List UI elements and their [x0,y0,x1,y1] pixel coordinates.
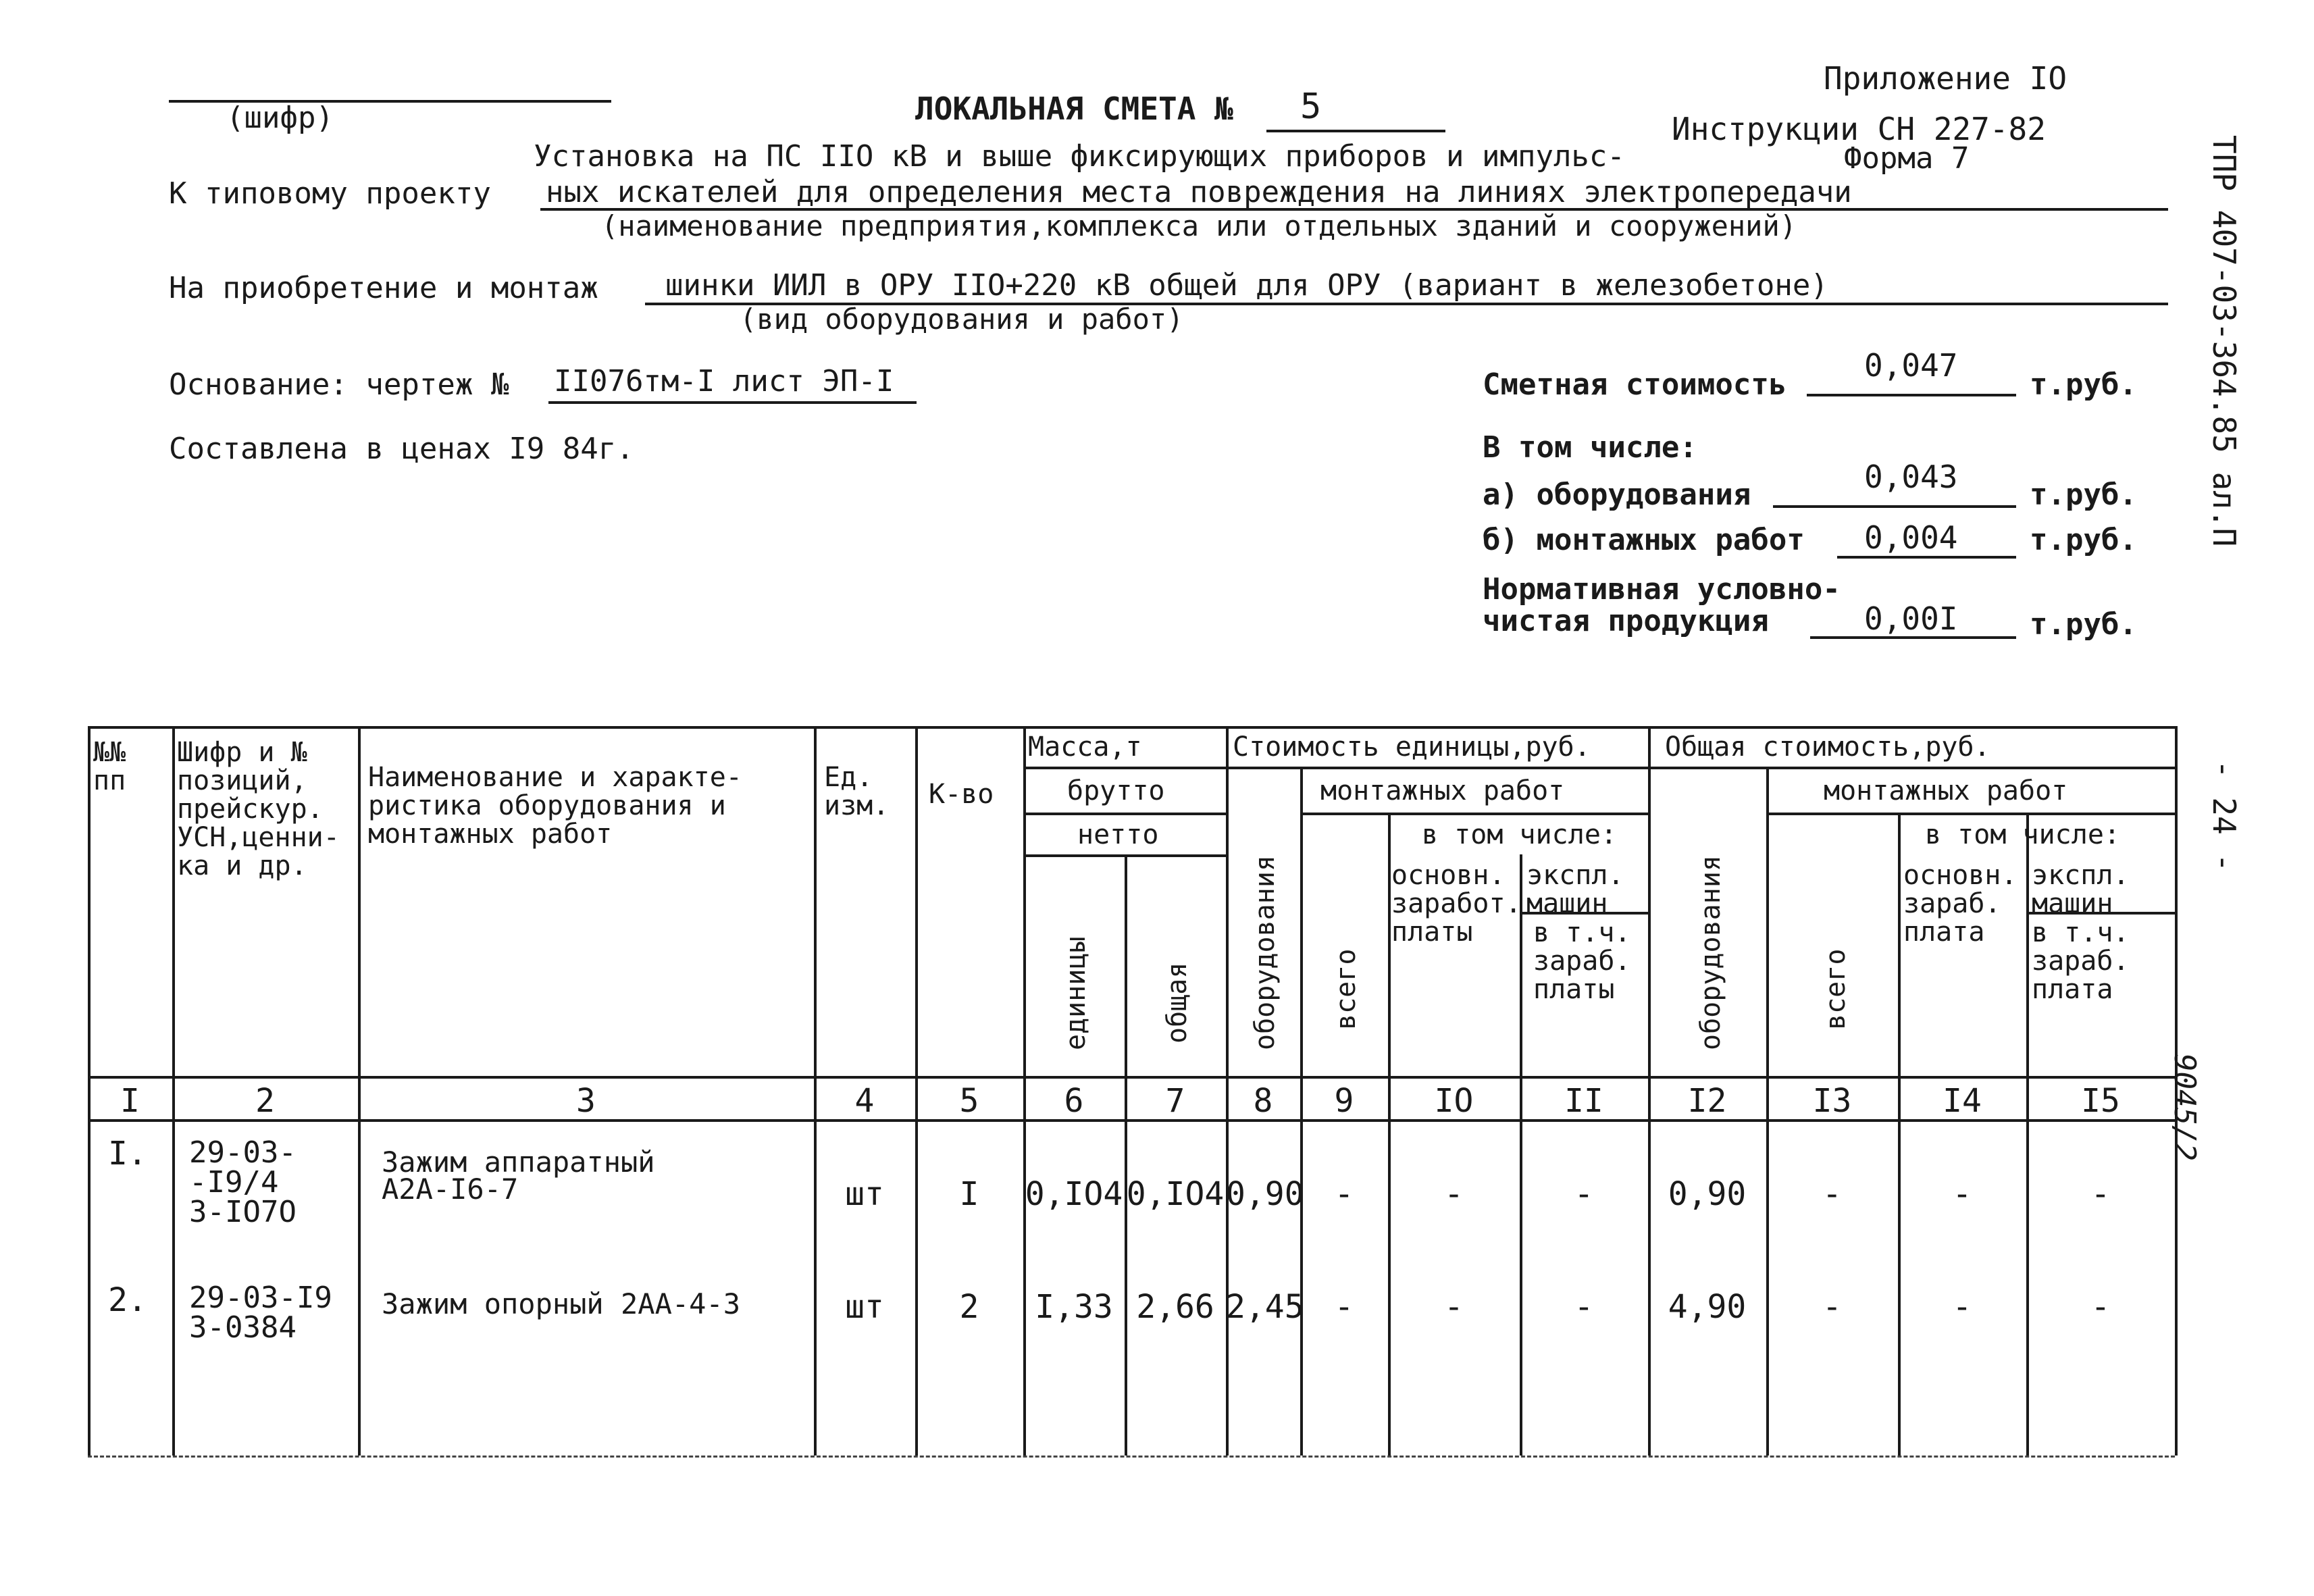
col-number-15: I5 [2081,1082,2120,1120]
side-stamp-code: ТПР 407-03-364.85 ал.П [2206,135,2242,547]
row-number: 2. [108,1281,147,1319]
install-underline [1837,556,2016,559]
estimate-title: ЛОКАЛЬНАЯ СМЕТА № [915,91,1233,127]
header-total-install: монтажных работ [1824,775,2068,806]
row-code-line: 29-03- [189,1135,297,1170]
appendix-label: Приложение IO [1824,60,2067,97]
project-caption: (наименование предприятия,комплекса или отдельных зданий и сооружений) [601,209,1797,242]
vline-14 [2026,813,2029,1456]
prices-text: Составлена в ценах I9 84г. [169,432,634,466]
purchase-label: На приобретение и монтаж [169,271,598,305]
equipment-unit: т.руб. [2030,478,2137,512]
normative-value: 0,00I [1864,600,1958,637]
row-cost-total: - [1334,1175,1354,1213]
row-sum-machines: - [2090,1175,2111,1213]
row-cost-machines: - [1574,1288,1594,1326]
basis-underline [548,401,917,404]
col-number-top-line [88,1076,2175,1079]
vline-13 [1898,813,1901,1456]
header-mass: Масса,т [1028,731,1142,763]
col-number-3: 3 [576,1082,596,1120]
estimated-value: 0,047 [1864,347,1958,384]
including-label: В том числе: [1483,430,1697,465]
table-top-line [88,726,2175,729]
row-mass-total: 0,IO4 [1126,1175,1225,1213]
col-number-6: 6 [1064,1082,1084,1120]
row-sum-salary: - [1952,1288,1972,1326]
header-unit-install: монтажных работ [1320,775,1565,806]
project-line-2: ных искателей для определения места повреждения на линиях электропередачи [546,175,1852,209]
estimated-label: Сметная стоимость [1483,367,1787,402]
col-number-12: I2 [1687,1082,1727,1120]
normative-label-2: чистая продукция [1483,604,1769,638]
row-code-line: 3-IO7O [189,1195,297,1229]
row-name-line: Зажим аппаратный [382,1145,655,1179]
normative-underline [1810,636,2016,639]
col-number-5: 5 [959,1082,979,1120]
header-total-cost: Общая стоимость,руб. [1665,731,1990,763]
header-unit: Ед. изм. [824,762,890,821]
header-total-incl-salary: в т.ч. зараб. плата [2032,917,2130,1005]
vline-6 [1125,854,1127,1456]
row-sum-total: - [1822,1175,1842,1213]
col-number-1: I [120,1082,140,1120]
header-line-1 [1023,767,2175,769]
col-number-4: 4 [854,1082,875,1120]
equipment-underline [1773,505,2016,508]
col-number-14: I4 [1943,1082,1982,1120]
col-number-11: II [1564,1082,1603,1120]
header-unit-machines: экспл. машин [1526,860,1624,919]
header-unit-cost: Стоимость единицы,руб. [1233,731,1591,763]
row-cost-equipment: 2,45 [1226,1288,1304,1326]
side-handwritten-number: 9045/2 [2167,1054,2202,1161]
header-total-equipment: оборудования [1695,855,1726,1050]
header-line-including [1300,813,1648,815]
header-netto: нетто [1077,819,1159,850]
header-unit-including: в том числе: [1422,819,1617,850]
shifr-label: (шифр) [226,101,334,135]
col-number-8: 8 [1253,1082,1273,1120]
basis-value: II076тм-I лист ЭП-I [554,364,894,398]
install-unit: т.руб. [2030,523,2137,557]
row-sum-total: - [1822,1288,1842,1326]
row-code-line: 29-03-I9 [189,1281,332,1315]
row-number: I. [108,1135,147,1173]
form-label: Форма 7 [1844,141,1970,176]
estimate-number: 5 [1300,86,1322,127]
header-mass-total: общая [1162,962,1193,1044]
header-total-including: в том числе: [1925,819,2120,850]
header-unit-incl-salary: в т.ч. зараб. платы [1533,917,1631,1005]
header-line-netto [1023,813,1226,815]
row-cost-total: - [1334,1288,1354,1326]
estimated-unit: т.руб. [2030,367,2137,402]
row-cost-salary: - [1444,1175,1464,1213]
project-label: К типовому проекту [169,176,491,211]
basis-label: Основание: чертеж № [169,367,509,402]
header-total-total: всего [1820,948,1851,1030]
header-total-salary: основн. зараб. плата [1903,860,2017,948]
header-unit-total: всего [1331,948,1362,1030]
row-name-line: Зажим опорный 2АА-4-3 [382,1287,741,1320]
vline-9 [1388,813,1391,1456]
equipment-value: 0,043 [1864,459,1958,495]
header-unit-salary: основн. заработ. платы [1391,860,1522,948]
header-brutto: брутто [1067,775,1165,806]
row-mass-unit: I,33 [1035,1288,1113,1326]
vline-15 [2175,726,2178,1456]
header-unit-equipment: оборудования [1250,855,1281,1050]
estimated-underline [1807,394,2016,396]
col-number-10: IO [1434,1082,1474,1120]
header-code: Шифр и № позиций, прейскур. УСН,ценни- ка и др. [177,737,340,881]
row-sum-machines: - [2090,1288,2111,1326]
row-sum-equipment: 4,90 [1668,1288,1747,1326]
project-line-1: Установка на ПС IIO кВ и выше фиксирующих приборов и импульс- [534,139,1625,174]
row-mass-unit: 0,IO4 [1025,1175,1123,1213]
row-code-line: -I9/4 [189,1165,279,1200]
purchase-value: шинки ИИЛ в ОРУ IIO+220 кВ общей для ОРУ (вариант в железобетоне) [665,268,1828,303]
header-mass-unit: единицы [1060,936,1091,1050]
equipment-label: а) оборудования [1483,478,1751,512]
purchase-caption: (вид оборудования и работ) [740,303,1184,336]
normative-label-1: Нормативная условно- [1483,572,1841,607]
instruction-label: Инструкции СН 227-82 [1672,111,2046,147]
header-line-including-2 [1766,813,2175,815]
header-name: Наименование и характе- ристика оборудования и монтажных работ [368,762,742,850]
row-qty: 2 [959,1288,979,1326]
row-sum-equipment: 0,90 [1668,1175,1747,1213]
row-name-line: А2А-I6-7 [382,1173,519,1206]
col-number-2: 2 [255,1082,275,1120]
header-qty: К-во [929,779,994,810]
row-code-line: 3-0384 [189,1310,297,1345]
row-mass-total: 2,66 [1136,1288,1214,1326]
install-value: 0,004 [1864,519,1958,556]
col-number-13: I3 [1812,1082,1852,1120]
side-page-number: - 24 - [2206,760,2242,873]
install-label: б) монтажных работ [1483,523,1805,557]
row-unit: шт [845,1175,884,1213]
row-sum-salary: - [1952,1175,1972,1213]
estimate-number-underline [1266,130,1445,132]
header-row-number: №№ пп [93,737,126,796]
row-unit: шт [845,1288,884,1326]
row-cost-equipment: 0,90 [1226,1175,1304,1213]
row-cost-machines: - [1574,1175,1594,1213]
col-number-9: 9 [1334,1082,1354,1120]
row-qty: I [959,1175,979,1213]
table-bottom-line [88,1456,2175,1458]
header-total-machines: экспл. машин [2032,860,2130,919]
normative-unit: т.руб. [2030,607,2137,642]
vline-10 [1520,854,1522,1456]
row-cost-salary: - [1444,1288,1464,1326]
col-number-7: 7 [1165,1082,1185,1120]
